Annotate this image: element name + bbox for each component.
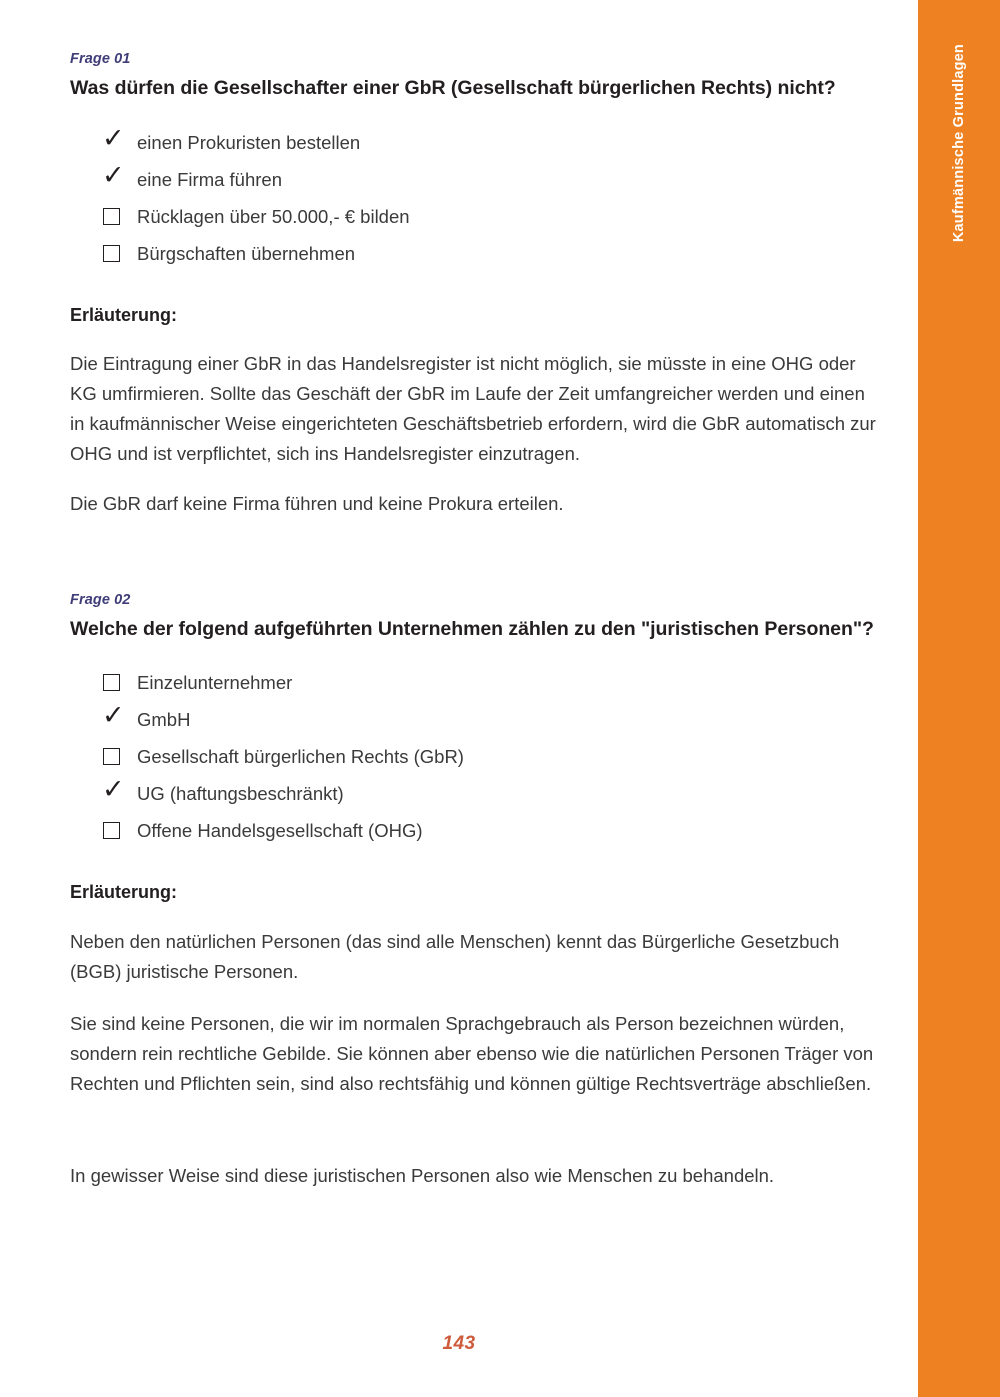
answer-label: eine Firma führen: [137, 168, 282, 190]
check-glyph: ✓: [102, 774, 125, 806]
empty-box-glyph: [103, 748, 120, 765]
empty-box-glyph: [103, 674, 120, 691]
checkmark-icon[interactable]: [102, 774, 137, 807]
explanation-paragraph: Die GbR darf keine Firma führen und keine Prokura erteilen.: [70, 492, 564, 514]
answer-label: einen Prokuristen bestellen: [137, 131, 361, 153]
answer-option[interactable]: [102, 774, 878, 810]
answer-label: Gesellschaft bürgerlichen Rechts (GbR): [137, 746, 464, 768]
empty-box-glyph: [103, 822, 120, 839]
checkmark-icon[interactable]: [102, 700, 137, 733]
answer-label: Einzelunternehmer: [137, 672, 293, 694]
question-block-02: [70, 593, 878, 1191]
answer-label: GmbH: [137, 709, 191, 731]
explanation-paragraph: In gewisser Weise sind diese juristischen Personen also wie Menschen zu behandeln.: [70, 1164, 775, 1186]
checkbox-icon[interactable]: [103, 203, 137, 230]
question-block-01: [70, 52, 878, 519]
checkbox-icon[interactable]: [103, 743, 137, 770]
answer-option[interactable]: [102, 159, 878, 196]
answer-label: Bürgschaften übernehmen: [137, 242, 356, 264]
empty-box-glyph: [103, 208, 120, 225]
answer-option[interactable]: [103, 240, 878, 270]
checkbox-icon[interactable]: [103, 817, 137, 844]
explanation-paragraph: Neben den natürlichen Personen (das sind alle Menschen) kennt das Bürgerliche Gesetzbuch (BGB) juristische Personen.: [70, 930, 840, 982]
checkmark-icon[interactable]: [102, 122, 137, 156]
answer-option[interactable]: [103, 669, 878, 699]
empty-box-glyph: [103, 245, 120, 262]
checkbox-icon[interactable]: [103, 669, 137, 696]
question-title-01: Was dürfen die Gesellschafter einer GbR (Gesellschaft bürgerlichen Rechts) nicht?: [70, 76, 836, 99]
chapter-tab: [918, 0, 1000, 1397]
chapter-tab-label: Kaufmännische Grundlagen: [951, 44, 967, 243]
answer-list-02: [70, 669, 878, 847]
explanation-heading-01: Erläuterung:: [70, 304, 178, 325]
answer-option[interactable]: [102, 122, 878, 159]
answer-option[interactable]: [103, 203, 878, 233]
question-number-label-01: Frage 01: [70, 51, 131, 67]
answer-label: UG (haftungsbeschränkt): [137, 783, 344, 805]
answer-option[interactable]: [102, 700, 878, 736]
checkbox-icon[interactable]: [103, 240, 137, 267]
answer-option[interactable]: [103, 817, 878, 847]
check-glyph: ✓: [102, 122, 125, 154]
question-title-02: Welche der folgend aufgeführten Unternehmen zählen zu den "juristischen Personen"?: [70, 617, 874, 640]
answer-label: Offene Handelsgesellschaft (OHG): [137, 820, 423, 842]
checkmark-icon[interactable]: [102, 159, 137, 193]
answer-label: Rücklagen über 50.000,- € bilden: [137, 205, 410, 227]
explanation-paragraph: Die Eintragung einer GbR in das Handelsregister ist nicht möglich, sie müsste in eine OHG oder KG umfirmieren. Sollte das Geschäft der GbR im Laufe der Zeit umfangreicher werden und einen in kaufmännischer Weise eingerichteten Geschäftsbetrieb erfordern, wird die GbR automatisch zur OHG und ist verpflichtet, sich ins Handelsregister einzutragen.: [70, 353, 876, 464]
answer-list-01: [70, 122, 878, 270]
explanation-heading-02: Erläuterung:: [70, 882, 178, 903]
check-glyph: ✓: [102, 700, 125, 732]
page-number: 143: [442, 1333, 476, 1354]
answer-option[interactable]: [103, 743, 878, 773]
explanation-paragraph: Sie sind keine Personen, die wir im normalen Sprachgebrauch als Person bezeichnen würden, sondern rein rechtliche Gebilde. Sie können aber ebenso wie die natürlichen Personen Träger von Rechten und Pflichten sein, sind also rechtsfähig und können gültige Rechtsverträge abschließen.: [70, 1012, 874, 1094]
question-number-label-02: Frage 02: [70, 591, 131, 608]
check-glyph: ✓: [102, 159, 125, 191]
